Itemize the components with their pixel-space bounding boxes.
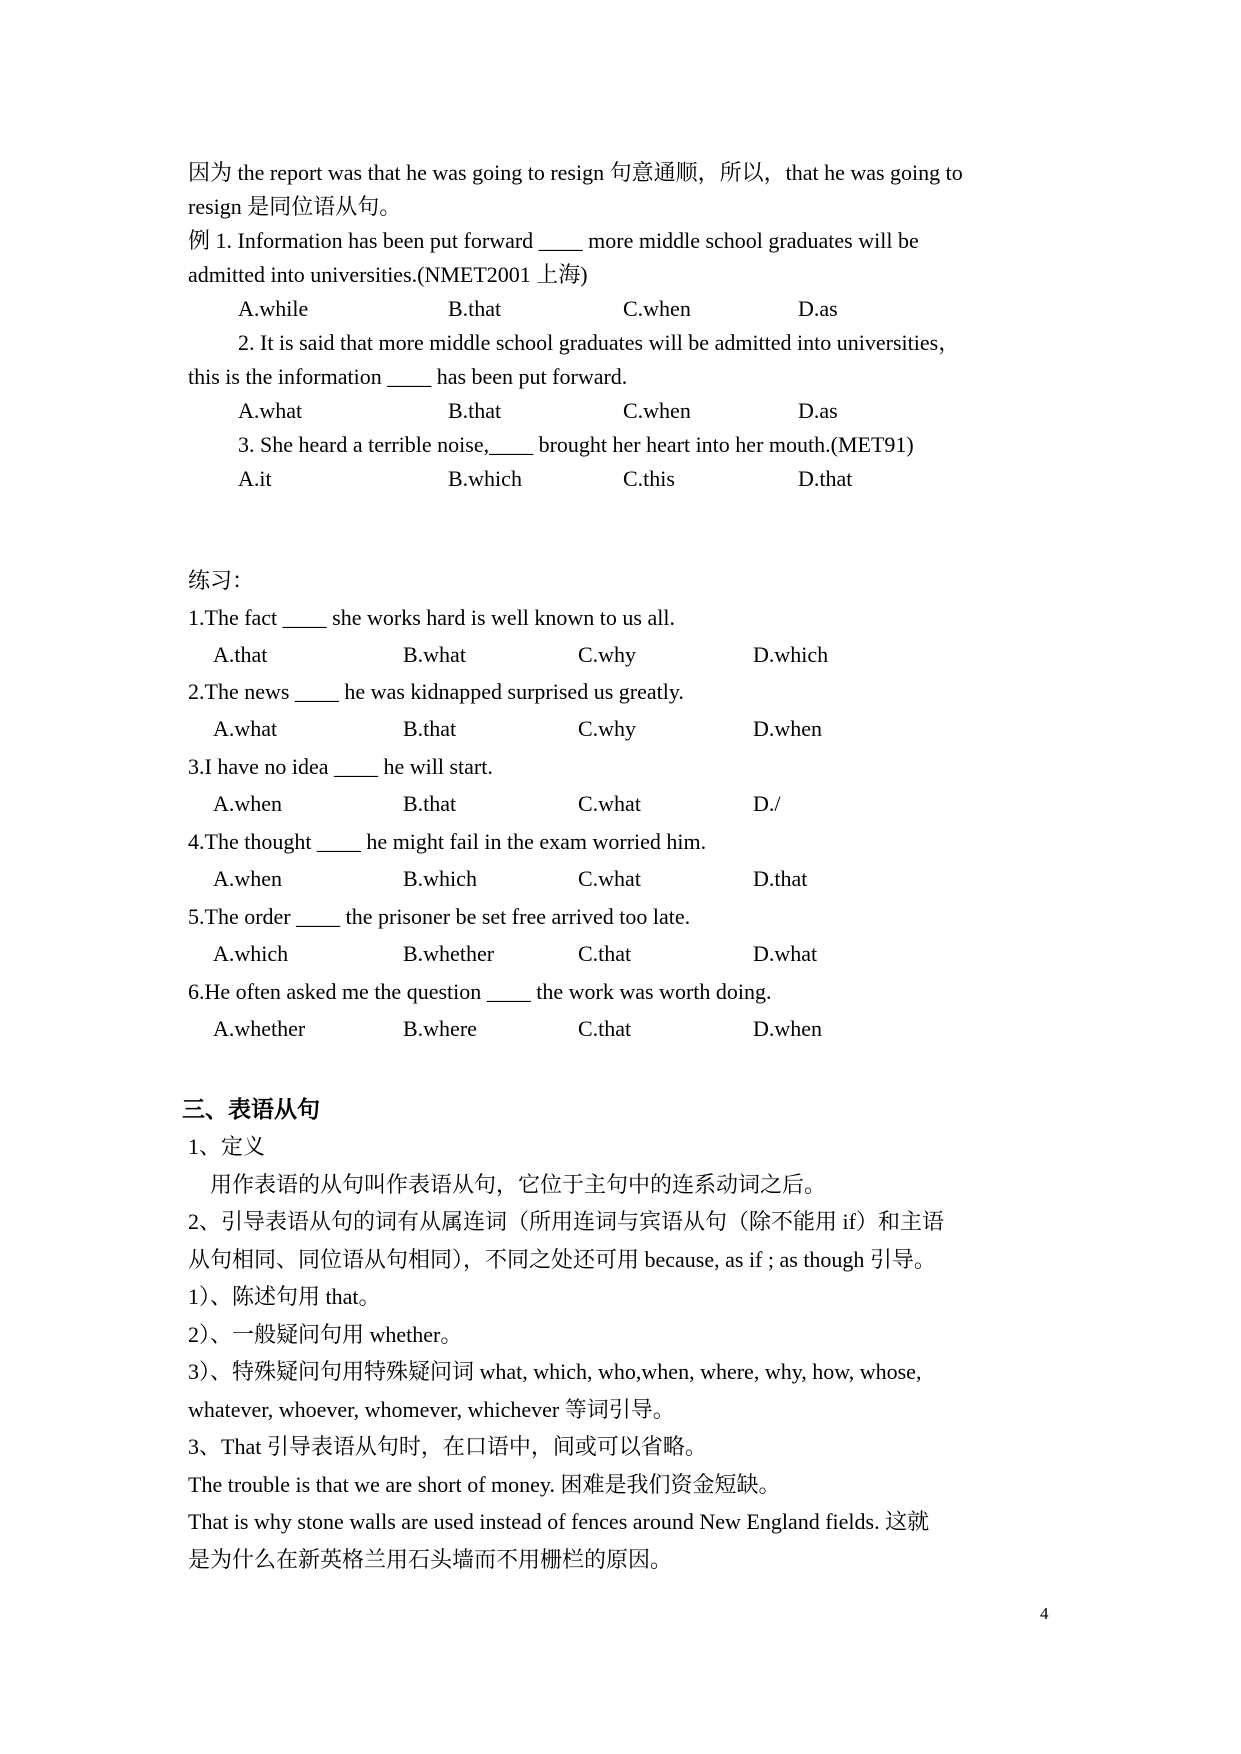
option: D.that xyxy=(798,466,853,491)
section-line-10: The trouble is that we are short of money. 困难是我们资金短缺。 xyxy=(188,1472,781,1497)
option: B.whether xyxy=(403,941,495,966)
example-3-options xyxy=(238,464,938,494)
section-line-8: whatever, whoever, whomever, whichever 等词引导。 xyxy=(188,1397,675,1422)
option: B.which xyxy=(403,866,477,891)
option: D.as xyxy=(798,398,838,423)
question-5-options xyxy=(213,939,913,969)
section-heading: 三、表语从句 xyxy=(182,1097,320,1122)
section-line-1: 1、定义 xyxy=(188,1134,266,1159)
question-1: 1.The fact ____ she works hard is well known to us all. xyxy=(188,605,675,630)
question-6: 6.He often asked me the question ____ the work was worth doing. xyxy=(188,979,772,1004)
example-1-options xyxy=(238,294,938,324)
option: D.which xyxy=(753,642,829,667)
section-line-4: 从句相同、同位语从句相同），不同之处还可用 because, as if ; as though 引导。 xyxy=(188,1247,936,1272)
example-2-line-1: 2. It is said that more middle school graduates will be admitted into universities， xyxy=(238,330,961,355)
option: C.when xyxy=(623,296,691,321)
section-line-6: 2）、一般疑问句用 whether。 xyxy=(188,1322,463,1347)
section-line-11: That is why stone walls are used instead of fences around New England fields. 这就 xyxy=(188,1509,930,1534)
section-line-9: 3、That 引导表语从句时，在口语中，间或可以省略。 xyxy=(188,1434,707,1459)
option: B.that xyxy=(403,791,457,816)
option: C.why xyxy=(578,642,637,667)
option: D.when xyxy=(753,1016,823,1041)
practice-title: 练习： xyxy=(188,568,255,593)
option: D.as xyxy=(798,296,838,321)
section-line-12: 是为什么在新英格兰用石头墙而不用栅栏的原因。 xyxy=(188,1547,673,1572)
option: A.what xyxy=(213,716,278,741)
intro-line-2: resign 是同位语从句。 xyxy=(188,194,402,219)
option: A.what xyxy=(238,398,303,423)
option: B.where xyxy=(403,1016,477,1041)
option: C.when xyxy=(623,398,691,423)
option: C.that xyxy=(578,1016,632,1041)
question-5: 5.The order ____ the prisoner be set free arrived too late. xyxy=(188,904,691,929)
option: D.what xyxy=(753,941,818,966)
question-2: 2.The news ____ he was kidnapped surprised us greatly. xyxy=(188,679,684,704)
option: C.why xyxy=(578,716,637,741)
question-3-options xyxy=(213,789,913,819)
option: B.which xyxy=(448,466,522,491)
intro-line-1: 因为 the report was that he was going to resign 句意通顺，所以，that he was going to xyxy=(188,160,963,185)
section-line-7: 3）、特殊疑问句用特殊疑问词 what, which, who,when, where, why, how, whose, xyxy=(188,1359,922,1384)
option: A.it xyxy=(238,466,272,491)
option: A.when xyxy=(213,791,283,816)
option: B.what xyxy=(403,642,466,667)
option: D./ xyxy=(753,791,781,816)
example-3-line: 3. She heard a terrible noise,____ brought her heart into her mouth.(MET91) xyxy=(238,432,914,457)
example-2-options xyxy=(238,396,938,426)
option: D.that xyxy=(753,866,808,891)
option: B.that xyxy=(448,398,502,423)
example-2-line-2: this is the information ____ has been put forward. xyxy=(188,364,628,389)
option: A.when xyxy=(213,866,283,891)
option: C.what xyxy=(578,866,641,891)
question-4-options xyxy=(213,864,913,894)
option: A.that xyxy=(213,642,268,667)
option: C.what xyxy=(578,791,641,816)
page-number: 4 xyxy=(1040,1604,1049,1623)
question-2-options xyxy=(213,714,913,744)
section-line-2: 用作表语的从句叫作表语从句，它位于主句中的连系动词之后。 xyxy=(188,1172,827,1197)
option: C.that xyxy=(578,941,632,966)
option: A.whether xyxy=(213,1016,306,1041)
option: D.when xyxy=(753,716,823,741)
example-1-line-2: admitted into universities.(NMET2001 上海) xyxy=(188,262,588,287)
question-6-options xyxy=(213,1014,913,1044)
option: A.while xyxy=(238,296,309,321)
section-line-5: 1）、陈述句用 that。 xyxy=(188,1284,381,1309)
section-line-3: 2、引导表语从句的词有从属连词（所用连词与宾语从句（除不能用 if）和主语 xyxy=(188,1209,944,1234)
option: C.this xyxy=(623,466,675,491)
question-3: 3.I have no idea ____ he will start. xyxy=(188,754,493,779)
question-1-options xyxy=(213,640,913,670)
example-1-line-1: 例 1. Information has been put forward ____ more middle school graduates will be xyxy=(188,228,919,253)
question-4: 4.The thought ____ he might fail in the exam worried him. xyxy=(188,829,707,854)
option: B.that xyxy=(403,716,457,741)
option: B.that xyxy=(448,296,502,321)
option: A.which xyxy=(213,941,289,966)
